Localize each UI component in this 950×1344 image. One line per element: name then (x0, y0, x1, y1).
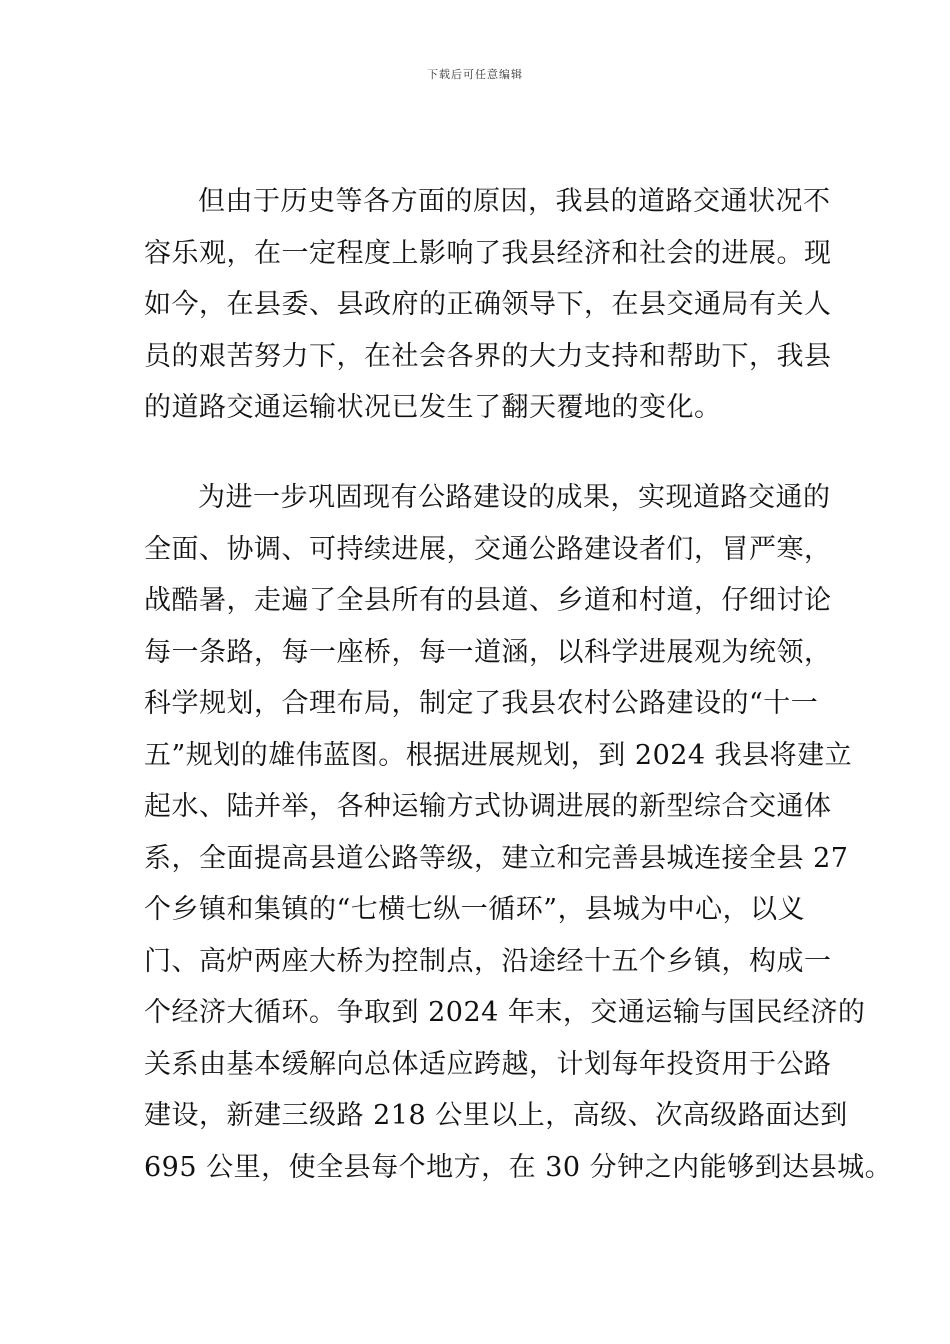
paragraph-line: 容乐观，在一定程度上影响了我县经济和社会的进展。现 (144, 237, 832, 269)
paragraph-line: 的道路交通运输状况已发生了翻天覆地的变化。 (144, 392, 722, 423)
paragraph-line: 五”规划的雄伟蓝图。根据进展规划，到 2024 我县将建立 (144, 739, 853, 771)
paragraph-2 (144, 472, 893, 1193)
paragraph-line: 695 公里，使全县每个地方，在 30 分钟之内能够到达县城。 (144, 1151, 893, 1183)
paragraph-line: 战酷暑，走遍了全县所有的县道、乡道和村道，仔细讨论 (144, 585, 832, 616)
paragraph-line: 每一条路，每一座桥，每一道涵，以科学进展观为统领， (144, 636, 832, 668)
paragraph-line: 起水、陆并举，各种运输方式协调进展的新型综合交通体 (144, 791, 832, 822)
paragraph-line: 建设，新建三级路 218 公里以上，高级、次高级路面达到 (144, 1100, 848, 1131)
paragraph-line: 但由于历史等各方面的原因，我县的道路交通状况不 (198, 186, 831, 217)
paragraph-line: 门、高炉两座大桥为控制点，沿途经十五个乡镇，构成一 (144, 945, 832, 977)
paragraph-line: 如今，在县委、县政府的正确领导下，在县交通局有关人 (144, 289, 832, 320)
page-header-note: 下载后可任意编辑 (427, 68, 523, 81)
paragraph-line: 系，全面提高县道公路等级，建立和完善县城连接全县 27 (144, 842, 849, 874)
paragraph-line: 科学规划，合理布局，制定了我县农村公路建设的“十一 (144, 688, 819, 719)
paragraph-line: 关系由基本缓解向总体适应跨越，计划每年投资用于公路 (144, 1048, 832, 1080)
paragraph-line: 个经济大循环。争取到 2024 年末，交通运输与国民经济的 (144, 997, 866, 1028)
paragraph-line: 全面、协调、可持续进展，交通公路建设者们，冒严寒， (144, 533, 832, 565)
paragraph-line: 个乡镇和集镇的“七横七纵一循环”，县城为中心，以义 (144, 894, 806, 925)
paragraph-line: 为进一步巩固现有公路建设的成果，实现道路交通的 (198, 482, 831, 513)
paragraph-line: 员的艰苦努力下，在社会各界的大力支持和帮助下，我县 (144, 340, 832, 372)
paragraph-1 (144, 176, 832, 434)
